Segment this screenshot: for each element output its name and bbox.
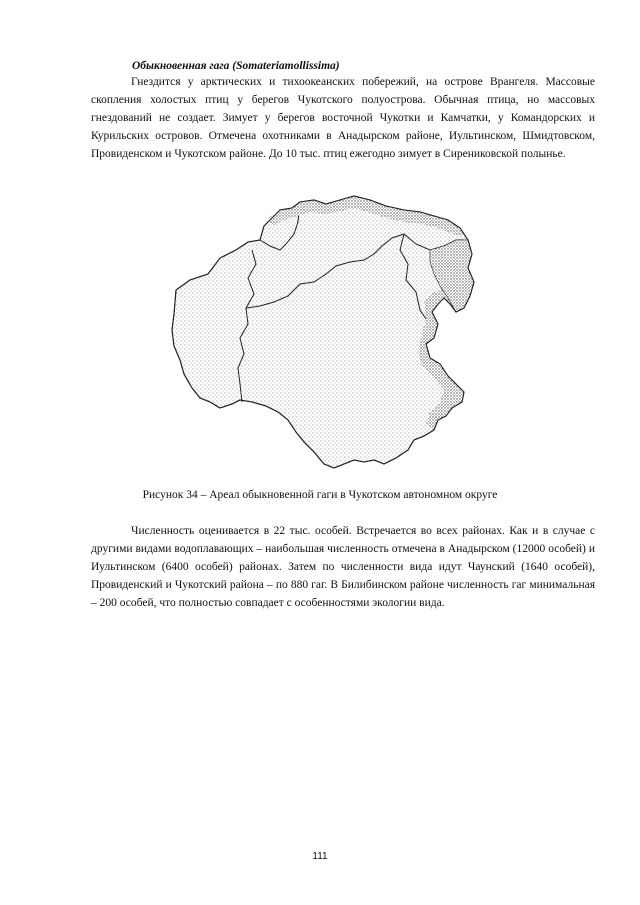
section-heading: Обыкновенная гага (Somateriamollissima): [132, 60, 340, 72]
paragraph-habitat: Гнездится у арктических и тихоокеанских побережий, на острове Врангеля. Массовые скопления холостых птиц у берегов Чукотского полуострова. Обычная птица, но массовых гнездований не создает. Зимует у берегов восточной Чукотки и Камчатки, у Командорских и Курильских островов. Отмечена охотниками в Анадырском районе, Иультинском, Шмидтовском, Провиденском и Чукотском районе. До 10 тыс. птиц ежегодно зимует в Сирениковской полынье.: [91, 76, 595, 160]
page-number: 111: [312, 851, 328, 862]
figure-caption: Рисунок 34 – Ареал обыкновенной гаги в Чукотском автономном округе: [142, 489, 498, 501]
paragraph-abundance: Численность оценивается в 22 тыс. особей. Встречается во всех районах. Как и в случае с другими видами водоплавающих – наибольшая численность отмечена в Анадырском (12000 особей) и Иультинском (6400 особей) районах. Затем по численности вида идут Чаунский (1640 особей), Провиденский и Чукотский района – по 880 гаг. В Билибинском районе численность гаг минимальная – 200 особей, что полностью совпадает с особенностями экологии вида.: [91, 525, 595, 609]
chukotka-range-map: [168, 188, 478, 478]
range-map-figure: [168, 188, 478, 478]
